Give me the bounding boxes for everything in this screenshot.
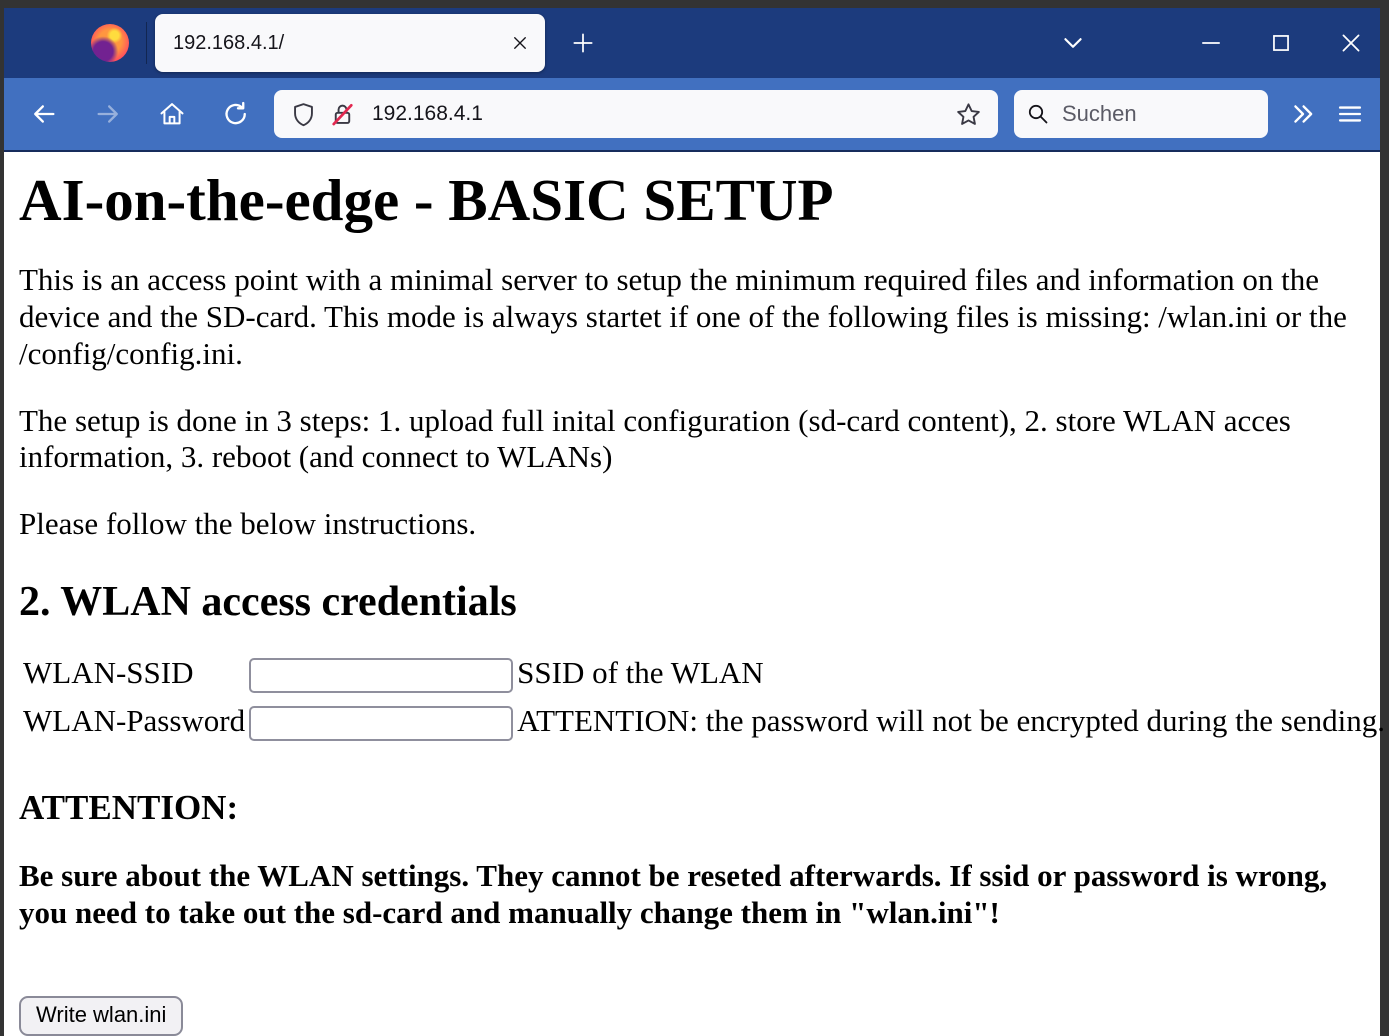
url-text: 192.168.4.1 bbox=[372, 102, 483, 125]
tab-close-button[interactable] bbox=[505, 28, 535, 58]
page-title: AI-on-the-edge - BASIC SETUP bbox=[19, 167, 834, 233]
intro-paragraph: This is an access point with a minimal server to setup the minimum required files and information on the device and the SD-card. This mode is always startet if one of the following files is missing: /wlan.ini or the /config/config.ini. bbox=[19, 261, 1347, 371]
tab-title: 192.168.4.1/ bbox=[173, 31, 285, 54]
search-icon bbox=[1026, 102, 1050, 126]
wlan-password-description: ATTENTION: the password will not be encrypted during the sending. bbox=[517, 703, 1385, 739]
back-icon bbox=[30, 100, 58, 128]
browser-tab[interactable] bbox=[155, 14, 545, 72]
warning-paragraph: Be sure about the WLAN settings. They cannot be reseted afterwards. If ssid or password is wrong, you need to take out the sd-card and manually change them in "wlan.ini"! bbox=[19, 857, 1328, 930]
tab-separator bbox=[146, 22, 147, 64]
bookmark-button[interactable] bbox=[950, 96, 986, 132]
close-icon bbox=[1338, 30, 1364, 56]
maximize-icon bbox=[1268, 30, 1294, 56]
browser-window bbox=[4, 8, 1385, 1027]
home-icon bbox=[158, 100, 186, 128]
forward-button[interactable] bbox=[82, 90, 134, 138]
table-row bbox=[23, 701, 1385, 741]
list-tabs-icon bbox=[1060, 30, 1086, 56]
bookmark-star-icon bbox=[955, 101, 982, 128]
follow-paragraph: Please follow the below instructions. bbox=[19, 506, 477, 542]
home-button[interactable] bbox=[146, 90, 198, 138]
wlan-credentials-form bbox=[19, 645, 1389, 749]
minimize-button[interactable] bbox=[1188, 20, 1234, 66]
back-button[interactable] bbox=[18, 90, 70, 138]
search-input[interactable] bbox=[1060, 100, 1214, 128]
reload-button[interactable] bbox=[210, 90, 262, 138]
close-window-button[interactable] bbox=[1328, 20, 1374, 66]
tracking-protection-shield-icon[interactable] bbox=[290, 101, 317, 128]
wlan-ssid-description: SSID of the WLAN bbox=[517, 655, 764, 691]
tab-close-icon bbox=[511, 34, 529, 52]
new-tab-button[interactable] bbox=[563, 23, 603, 63]
wlan-password-label: WLAN-Password bbox=[23, 703, 246, 739]
insecure-connection-lock-icon[interactable] bbox=[329, 101, 356, 128]
wlan-ssid-input[interactable] bbox=[249, 658, 513, 693]
firefox-menu-button[interactable] bbox=[88, 21, 132, 65]
application-menu-button[interactable] bbox=[1333, 92, 1366, 136]
firefox-icon bbox=[91, 24, 129, 62]
list-all-tabs-button[interactable] bbox=[1050, 21, 1096, 65]
wlan-password-input[interactable] bbox=[249, 706, 513, 741]
menu-icon bbox=[1336, 100, 1364, 128]
reload-icon bbox=[222, 100, 250, 128]
steps-paragraph: The setup is done in 3 steps: 1. upload full inital configuration (sd-card content), 2. store WLAN acces information, 3. reboot (and connect to WLANs) bbox=[19, 402, 1291, 475]
table-row bbox=[23, 653, 1385, 693]
search-box[interactable] bbox=[1014, 90, 1268, 138]
tab-strip bbox=[4, 8, 1380, 78]
wlan-ssid-label: WLAN-SSID bbox=[23, 655, 194, 691]
navigation-toolbar bbox=[4, 78, 1380, 152]
overflow-menu-button[interactable] bbox=[1286, 92, 1319, 136]
minimize-icon bbox=[1198, 30, 1224, 56]
maximize-button[interactable] bbox=[1258, 20, 1304, 66]
window-controls bbox=[1188, 20, 1374, 66]
wlan-credentials-heading: 2. WLAN access credentials bbox=[19, 579, 517, 626]
overflow-icon bbox=[1289, 100, 1317, 128]
attention-heading: ATTENTION: bbox=[19, 788, 239, 828]
write-wlan-ini-button[interactable]: Write wlan.ini bbox=[19, 996, 183, 1036]
url-bar[interactable] bbox=[274, 90, 998, 138]
forward-icon bbox=[94, 100, 122, 128]
page-content bbox=[4, 152, 1385, 1036]
new-tab-icon bbox=[570, 30, 596, 56]
